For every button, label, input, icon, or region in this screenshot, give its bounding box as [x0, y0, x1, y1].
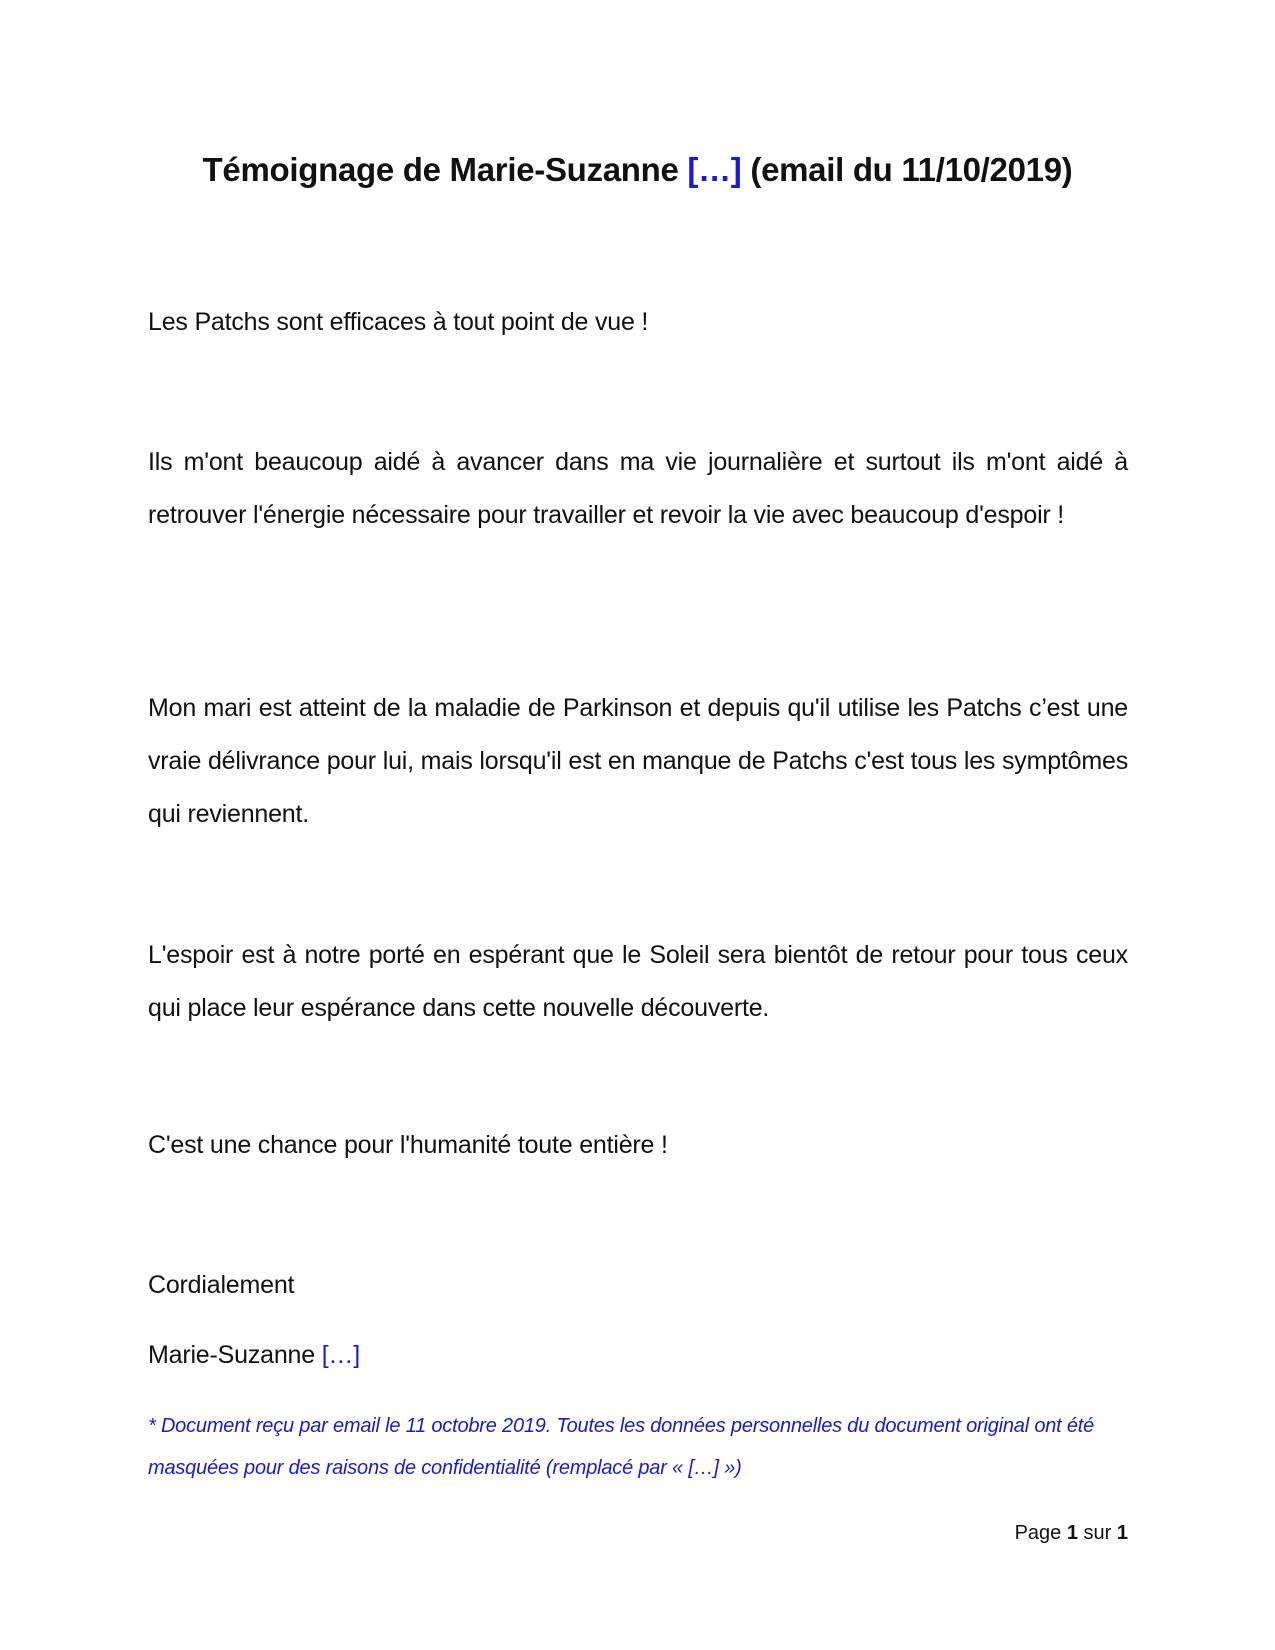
- signature-name: Marie-Suzanne: [148, 1341, 322, 1369]
- paragraph-2: Ils m'ont beaucoup aidé à avancer dans ma vie journalière et surtout ils m'ont aidé à retrouver l'énergie nécessaire pour travailler et revoir la vie avec beaucoup d'espoir !: [148, 448, 1128, 529]
- closing-salutation: Cordialement: [148, 1271, 295, 1299]
- title-prefix: Témoignage de Marie-Suzanne: [202, 151, 688, 188]
- confidentiality-note: * Document reçu par email le 11 octobre 2019. Toutes les données personnelles du document original ont été masquées pour des raisons de confidentialité (remplacé par « […] »): [148, 1415, 1095, 1479]
- signature-redacted-marker: […]: [321, 1341, 360, 1369]
- footer-total-pages: 1: [1116, 1522, 1128, 1544]
- paragraph-1: Les Patchs sont efficaces à tout point de vue !: [148, 308, 649, 336]
- footer-current-page: 1: [1066, 1522, 1078, 1544]
- paragraph-4: L'espoir est à notre porté en espérant que le Soleil sera bientôt de retour pour tous ceux qui place leur espérance dans cette nouvelle découverte.: [148, 941, 1128, 1022]
- footer-of-label: sur: [1077, 1522, 1117, 1544]
- paragraph-5: C'est une chance pour l'humanité toute entière !: [148, 1131, 668, 1159]
- footer-page-label: Page: [1014, 1522, 1067, 1544]
- signature: [148, 1329, 1128, 1382]
- document-title: [0, 148, 1275, 192]
- title-suffix: (email du 11/10/2019): [741, 151, 1073, 188]
- page-footer: [1015, 1518, 1128, 1548]
- paragraph-3: Mon mari est atteint de la maladie de Parkinson et depuis qu'il utilise les Patchs c’est une vraie délivrance pour lui, mais lorsqu'il est en manque de Patchs c'est tous les symptômes qui reviennent.: [148, 694, 1128, 828]
- title-redacted-marker: […]: [687, 151, 742, 188]
